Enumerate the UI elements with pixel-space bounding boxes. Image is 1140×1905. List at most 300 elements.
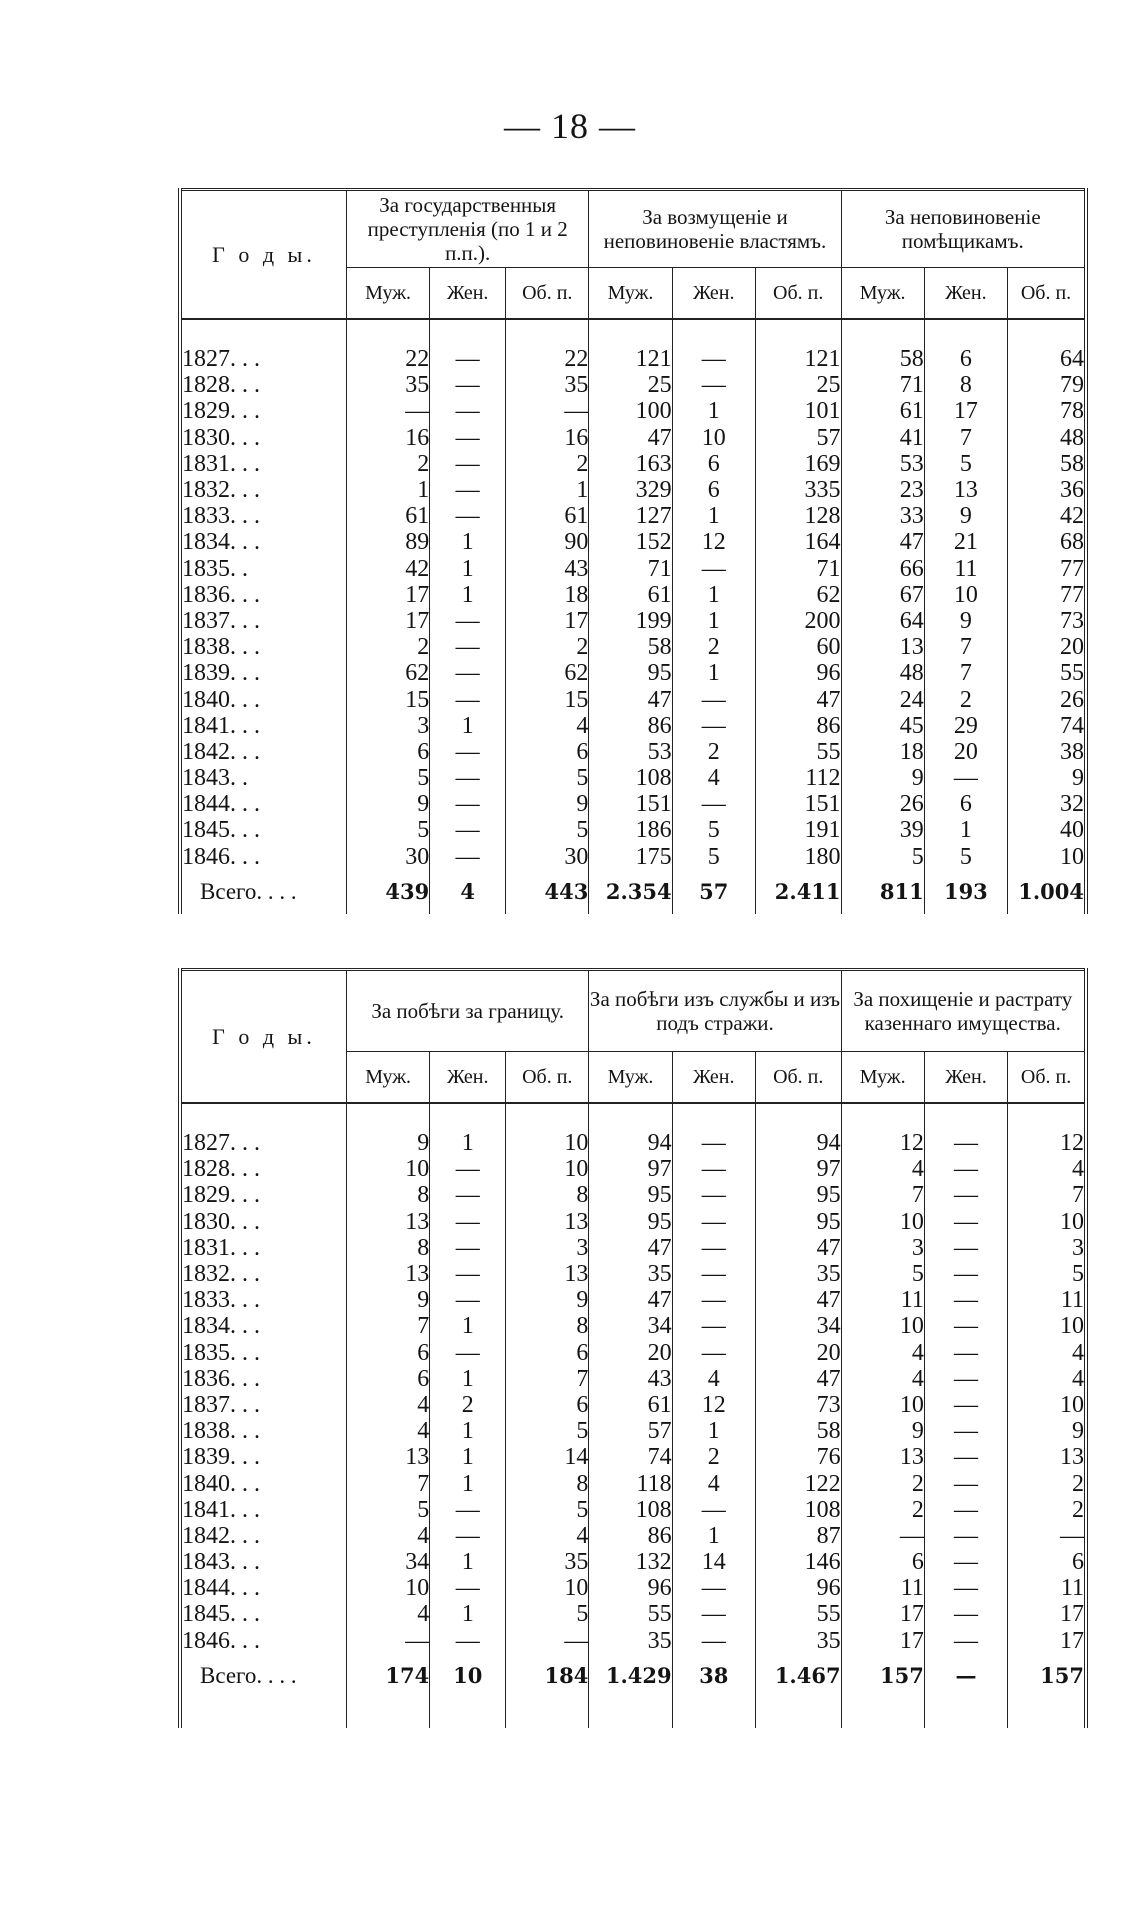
value-cell: 5 (841, 1261, 924, 1287)
spacer-row (180, 319, 1086, 346)
spacer-cell (506, 319, 589, 346)
value-cell: 121 (589, 346, 672, 372)
value-cell: — (924, 1444, 1007, 1470)
value-cell: 61 (589, 1392, 672, 1418)
year-cell: 1838. . . (180, 1418, 347, 1444)
value-cell: 1 (430, 1444, 506, 1470)
value-cell: — (672, 686, 755, 712)
header-row-groups (180, 190, 1086, 268)
value-cell: 47 (755, 1235, 841, 1261)
value-cell: 146 (755, 1549, 841, 1575)
value-cell: 9 (506, 791, 589, 817)
value-cell: — (672, 1340, 755, 1366)
table-row (180, 1313, 1086, 1339)
column-group-header: За побѣги изъ службы и изъ подъ стражи. (589, 970, 841, 1052)
value-cell: — (924, 1497, 1007, 1523)
value-cell: 55 (589, 1601, 672, 1627)
value-cell: 58 (841, 346, 924, 372)
value-cell: 9 (346, 791, 429, 817)
value-cell: — (430, 477, 506, 503)
value-cell: 12 (1060, 1130, 1084, 1157)
value-cell: 58 (1060, 450, 1084, 477)
value-cell: 67 (841, 582, 924, 608)
total-value: 193 (924, 870, 1007, 914)
total-value: 1.467 (755, 1654, 841, 1698)
value-cell: 20 (1060, 634, 1084, 661)
value-cell: 4 (841, 1156, 924, 1182)
spacer-cell (1008, 1103, 1086, 1130)
subcolumn-header: Муж. (347, 1052, 430, 1104)
value-cell: 191 (755, 817, 841, 843)
value-cell: 55 (755, 739, 841, 765)
value-cell: 17 (1060, 1601, 1084, 1628)
value-cell: 35 (755, 1628, 841, 1654)
total-value: 157 (841, 1654, 924, 1698)
page-number: — 18 — (504, 106, 636, 146)
value-cell: 1 (672, 398, 755, 424)
value-cell: 335 (755, 477, 841, 503)
value-cell: 13 (1060, 1444, 1084, 1471)
table-row (180, 1287, 1086, 1313)
value-cell: 47 (755, 1366, 841, 1392)
bottom-padding-row (180, 1698, 1086, 1728)
spacer-cell (346, 319, 429, 346)
value-cell: 96 (755, 1575, 841, 1601)
table-row (180, 1209, 1086, 1235)
value-cell: 2 (346, 634, 429, 660)
value-cell: 87 (755, 1523, 841, 1549)
value-cell: 10 (1060, 843, 1084, 870)
table-row (180, 1470, 1086, 1496)
value-cell: — (430, 1182, 506, 1208)
value-cell: — (672, 1628, 755, 1654)
value-cell: 15 (506, 686, 589, 712)
padding-cell (924, 1698, 1007, 1728)
value-cell: 71 (589, 556, 672, 582)
value-cell: 35 (755, 1261, 841, 1287)
value-cell: 94 (755, 1130, 841, 1156)
value-cell: 2 (506, 634, 589, 660)
subcolumn-header: Муж. (841, 268, 924, 320)
value-cell: 35 (589, 1628, 672, 1654)
value-cell: 41 (841, 425, 924, 451)
value-cell: — (672, 1313, 755, 1339)
table-row (180, 844, 1086, 870)
spacer-cell (430, 319, 506, 346)
value-cell: 95 (755, 1182, 841, 1208)
value-cell: — (430, 686, 506, 712)
value-cell: 17 (506, 608, 589, 634)
value-cell: 5 (506, 765, 589, 791)
value-cell: 10 (841, 1209, 924, 1235)
table-row (180, 686, 1086, 712)
table-row (180, 1261, 1086, 1287)
value-cell: 151 (755, 791, 841, 817)
year-cell: 1831. . . (180, 1235, 347, 1261)
value-cell: 57 (755, 425, 841, 451)
value-cell: 5 (346, 817, 429, 843)
table-row (180, 1235, 1086, 1261)
value-cell: 77 (1060, 581, 1084, 608)
value-cell: 10 (347, 1156, 430, 1182)
table-row (180, 1182, 1086, 1208)
year-cell: 1827. . . (180, 1130, 347, 1156)
year-cell: 1828. . . (180, 1156, 347, 1182)
value-cell: 38 (1060, 738, 1084, 765)
value-cell: 25 (589, 372, 672, 398)
value-cell: 2 (672, 634, 755, 660)
value-cell: 8 (924, 372, 1007, 398)
value-cell: 16 (346, 425, 429, 451)
table-row (180, 1628, 1086, 1654)
value-cell: 5 (347, 1497, 430, 1523)
value-cell: — (672, 556, 755, 582)
value-cell: 30 (346, 844, 429, 870)
value-cell: 163 (589, 451, 672, 477)
value-cell: 71 (755, 556, 841, 582)
value-cell: 329 (589, 477, 672, 503)
column-group-header: За похищеніе и растрату казеннаго имущества. (841, 970, 1086, 1052)
value-cell: 10 (1060, 1313, 1084, 1340)
value-cell: 1 (430, 1601, 506, 1627)
subcolumn-header: Об. п. (755, 268, 841, 320)
value-cell: 11 (1060, 1575, 1084, 1602)
value-cell: — (430, 1156, 506, 1182)
value-cell: 14 (506, 1444, 589, 1470)
value-cell: — (430, 1523, 506, 1549)
value-cell: 8 (506, 1470, 589, 1496)
spacer-cell (924, 319, 1007, 346)
value-cell: — (430, 817, 506, 843)
value-cell: — (672, 1261, 755, 1287)
value-cell: — (924, 1366, 1007, 1392)
value-cell: 35 (506, 372, 589, 398)
value-cell: 11 (841, 1575, 924, 1601)
table-row (180, 1340, 1086, 1366)
value-cell: 7 (506, 1366, 589, 1392)
value-cell: — (924, 1523, 1007, 1549)
value-cell: 7 (924, 660, 1007, 686)
value-cell: 1 (430, 713, 506, 739)
table-row (180, 372, 1086, 398)
year-cell: 1842. . . (180, 1523, 347, 1549)
value-cell: — (672, 1182, 755, 1208)
value-cell: 11 (924, 556, 1007, 582)
value-cell: 58 (755, 1418, 841, 1444)
value-cell: — (506, 398, 589, 424)
value-cell: 95 (589, 1209, 672, 1235)
value-cell: — (924, 1418, 1007, 1444)
padding-cell (1008, 1698, 1086, 1728)
value-cell: 55 (755, 1601, 841, 1627)
value-cell: 3 (346, 713, 429, 739)
spacer-cell (430, 1103, 506, 1130)
value-cell: 36 (1060, 477, 1084, 504)
value-cell: 5 (924, 844, 1007, 870)
year-cell: 1837. . . (180, 1392, 347, 1418)
spacer-cell (672, 319, 755, 346)
subcolumn-header: Об. п. (506, 268, 589, 320)
subcolumn-header: Жен. (924, 1052, 1007, 1104)
value-cell: — (672, 1235, 755, 1261)
year-cell: 1829. . . (180, 398, 346, 424)
value-cell: 7 (347, 1313, 430, 1339)
total-value: 57 (672, 870, 755, 914)
value-cell: 96 (589, 1575, 672, 1601)
spacer-cell (589, 1103, 672, 1130)
value-cell: 77 (1060, 555, 1084, 582)
value-cell: 13 (347, 1209, 430, 1235)
value-cell: 199 (589, 608, 672, 634)
value-cell: — (430, 1497, 506, 1523)
value-cell: — (430, 1261, 506, 1287)
value-cell: 8 (347, 1235, 430, 1261)
value-cell: — (924, 1130, 1007, 1156)
subcolumn-header: Жен. (672, 268, 755, 320)
subcolumn-header: Жен. (672, 1052, 755, 1104)
value-cell: 2 (506, 451, 589, 477)
value-cell: 101 (755, 398, 841, 424)
value-cell: 112 (755, 765, 841, 791)
value-cell: 66 (841, 556, 924, 582)
year-cell: 1844. . . (180, 791, 346, 817)
value-cell: 13 (841, 634, 924, 660)
value-cell: 42 (346, 556, 429, 582)
value-cell: 5 (1072, 1261, 1084, 1288)
value-cell: 42 (1060, 503, 1084, 530)
value-cell: 5 (841, 844, 924, 870)
total-value: 2.354 (589, 870, 672, 914)
value-cell: 95 (589, 1182, 672, 1208)
value-cell: 32 (1060, 791, 1084, 818)
value-cell: 1 (430, 1418, 506, 1444)
padding-cell (180, 1698, 347, 1728)
year-cell: 1845. . . (180, 1601, 347, 1627)
value-cell: 4 (841, 1340, 924, 1366)
value-cell: 57 (589, 1418, 672, 1444)
total-value: 2.411 (755, 870, 841, 914)
value-cell: 6 (347, 1340, 430, 1366)
value-cell: — (924, 1156, 1007, 1182)
value-cell: 34 (347, 1549, 430, 1575)
padding-cell (841, 1698, 924, 1728)
value-cell: 25 (755, 372, 841, 398)
value-cell: 34 (589, 1313, 672, 1339)
year-cell: 1829. . . (180, 1182, 347, 1208)
value-cell: 4 (347, 1392, 430, 1418)
value-cell: — (672, 1575, 755, 1601)
total-value: 1.429 (589, 1654, 672, 1698)
value-cell: 152 (589, 529, 672, 555)
value-cell: 4 (672, 1366, 755, 1392)
value-cell: — (347, 1628, 430, 1654)
value-cell: 10 (347, 1575, 430, 1601)
value-cell: 2 (841, 1497, 924, 1523)
value-cell: 10 (841, 1313, 924, 1339)
value-cell: 6 (346, 739, 429, 765)
year-cell: 1838. . . (180, 634, 346, 660)
value-cell: 10 (1060, 1208, 1084, 1235)
value-cell: 1 (672, 503, 755, 529)
value-cell: 13 (506, 1209, 589, 1235)
value-cell: 1 (430, 529, 506, 555)
value-cell: 1 (430, 1313, 506, 1339)
value-cell: 61 (346, 503, 429, 529)
value-cell: 9 (841, 765, 924, 791)
value-cell: 53 (589, 739, 672, 765)
value-cell: 79 (1060, 372, 1084, 399)
value-cell: 4 (347, 1523, 430, 1549)
spacer-cell (755, 1103, 841, 1130)
value-cell: 1 (430, 1130, 506, 1156)
year-cell: 1828. . . (180, 372, 346, 398)
value-cell: 62 (506, 660, 589, 686)
value-cell: — (672, 372, 755, 398)
value-cell: 11 (1060, 1287, 1084, 1314)
spacer-cell (841, 319, 924, 346)
value-cell: 5 (506, 1497, 589, 1523)
value-cell: 1 (924, 817, 1007, 843)
value-cell: 1 (506, 477, 589, 503)
value-cell: 4 (672, 765, 755, 791)
value-cell: 108 (755, 1497, 841, 1523)
value-cell: 39 (841, 817, 924, 843)
value-cell: 47 (755, 1287, 841, 1313)
value-cell: 20 (924, 739, 1007, 765)
value-cell: 169 (755, 451, 841, 477)
value-cell: 68 (1060, 529, 1084, 556)
value-cell: — (430, 634, 506, 660)
total-label: Всего. . . . (180, 1654, 347, 1698)
year-cell: 1833. . . (180, 1287, 347, 1313)
table-row (180, 1130, 1086, 1156)
value-cell: — (924, 1209, 1007, 1235)
total-value: 10 (430, 1654, 506, 1698)
total-row (180, 1654, 1086, 1698)
padding-cell (506, 1698, 589, 1728)
value-cell: 13 (347, 1444, 430, 1470)
value-cell: 151 (589, 791, 672, 817)
value-cell: 9 (506, 1287, 589, 1313)
year-cell: 1836. . . (180, 1366, 347, 1392)
table-row (180, 1523, 1086, 1549)
year-cell: 1834. . . (180, 529, 346, 555)
table-row (180, 398, 1086, 424)
value-cell: 73 (755, 1392, 841, 1418)
value-cell: 6 (347, 1366, 430, 1392)
value-cell: 9 (1072, 765, 1084, 792)
spacer-cell (672, 1103, 755, 1130)
value-cell: 164 (755, 529, 841, 555)
value-cell: 20 (755, 1340, 841, 1366)
value-cell: 74 (589, 1444, 672, 1470)
value-cell: — (430, 372, 506, 398)
subcolumn-header: Об. п. (1008, 1052, 1086, 1104)
value-cell: 5 (506, 1418, 589, 1444)
year-cell: 1833. . . (180, 503, 346, 529)
value-cell: 3 (506, 1235, 589, 1261)
value-cell: 11 (841, 1287, 924, 1313)
value-cell: 5 (506, 817, 589, 843)
table-row (180, 739, 1086, 765)
value-cell: 18 (506, 582, 589, 608)
value-cell: 86 (589, 713, 672, 739)
value-cell: 128 (755, 503, 841, 529)
value-cell: 6 (672, 451, 755, 477)
value-cell: 7 (347, 1470, 430, 1496)
total-value: 157 (1040, 1662, 1084, 1688)
value-cell: 100 (589, 398, 672, 424)
value-cell: 13 (924, 477, 1007, 503)
value-cell: 5 (924, 451, 1007, 477)
value-cell: 127 (589, 503, 672, 529)
table-row (180, 660, 1086, 686)
year-cell: 1830. . . (180, 1209, 347, 1235)
total-value: 4 (430, 870, 506, 914)
value-cell: — (924, 1235, 1007, 1261)
value-cell: 7 (924, 634, 1007, 660)
value-cell: 20 (589, 1340, 672, 1366)
year-cell: 1840. . . (180, 1470, 347, 1496)
value-cell: 2 (430, 1392, 506, 1418)
value-cell: 3 (841, 1235, 924, 1261)
value-cell: — (924, 1287, 1007, 1313)
value-cell: — (672, 346, 755, 372)
value-cell: 10 (506, 1130, 589, 1156)
year-cell: 1846. . . (180, 1628, 347, 1654)
spacer-cell (1008, 319, 1087, 346)
value-cell: 17 (346, 582, 429, 608)
value-cell: 95 (589, 660, 672, 686)
value-cell: 12 (672, 529, 755, 555)
value-cell: 3 (1072, 1234, 1084, 1261)
value-cell: 7 (924, 425, 1007, 451)
subcolumn-header: Муж. (589, 1052, 672, 1104)
value-cell: — (924, 1340, 1007, 1366)
value-cell: — (924, 1601, 1007, 1627)
spacer-cell (347, 1103, 430, 1130)
value-cell: 5 (672, 817, 755, 843)
value-cell: — (672, 1209, 755, 1235)
value-cell: 48 (841, 660, 924, 686)
value-cell: 33 (841, 503, 924, 529)
total-row (180, 870, 1086, 914)
value-cell: 1 (430, 582, 506, 608)
value-cell: 4 (1072, 1156, 1084, 1183)
table-row (180, 556, 1086, 582)
value-cell: 34 (755, 1313, 841, 1339)
value-cell: 40 (1060, 817, 1084, 844)
value-cell: 96 (755, 660, 841, 686)
spacer-cell (180, 319, 346, 346)
column-group-header: За неповиновеніе помѣщикамъ. (841, 190, 1086, 268)
subcolumn-header: Жен. (430, 268, 506, 320)
value-cell: 2 (346, 451, 429, 477)
value-cell: 21 (924, 529, 1007, 555)
value-cell: — (924, 1182, 1007, 1208)
value-cell: 86 (589, 1523, 672, 1549)
table-row (180, 503, 1086, 529)
value-cell: 47 (589, 1287, 672, 1313)
value-cell: 64 (1060, 346, 1084, 373)
value-cell: — (430, 503, 506, 529)
padding-cell (755, 1698, 841, 1728)
value-cell: 26 (1060, 686, 1084, 713)
value-cell: 2 (672, 1444, 755, 1470)
value-cell: 47 (755, 686, 841, 712)
year-cell: 1830. . . (180, 425, 346, 451)
value-cell: 9 (924, 503, 1007, 529)
